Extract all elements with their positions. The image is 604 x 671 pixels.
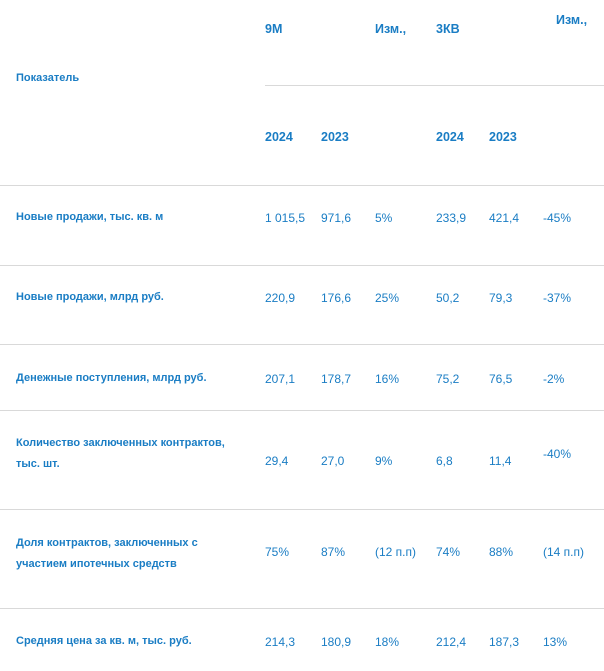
cell-3q-2023: 79,3 (489, 291, 513, 305)
cell-3q-2023: 421,4 (489, 211, 520, 225)
row-label: Денежные поступления, млрд руб. (16, 372, 207, 384)
year-header-3q-2023: 2023 (489, 130, 517, 144)
cell-3q-2024: 74% (436, 545, 461, 559)
cell-3q-2024: 6,8 (436, 454, 453, 468)
row-label: Новые продажи, тыс. кв. м (16, 211, 164, 223)
row-divider (0, 608, 604, 609)
cell-3q-2024: 233,9 (436, 211, 467, 225)
cell-9m-2023: 971,6 (321, 211, 352, 225)
cell-3q-2024: 212,4 (436, 635, 467, 649)
column-header-3q: 3КВ (436, 22, 460, 36)
cell-9m-2024: 207,1 (265, 372, 296, 386)
cell-change-3q: 13% (543, 635, 568, 649)
cell-3q-2023: 88% (489, 545, 514, 559)
cell-3q-2023: 11,4 (489, 454, 512, 468)
cell-3q-2023: 76,5 (489, 372, 513, 386)
cell-change-9m: 9% (375, 454, 393, 468)
year-header-3q-2024: 2024 (436, 130, 464, 144)
row-label: Количество заключенных контрактов, тыс. шт. (16, 437, 225, 470)
cell-change-9m: (12 п.п) (375, 545, 417, 559)
row-label: Новые продажи, млрд руб. (16, 291, 164, 303)
column-header-change-9m: Изм., (375, 22, 407, 36)
cell-change-9m: 5% (375, 211, 393, 225)
cell-3q-2024: 75,2 (436, 372, 460, 386)
row-divider (0, 185, 604, 186)
cell-9m-2024: 220,9 (265, 291, 296, 305)
cell-9m-2023: 87% (321, 545, 346, 559)
cell-9m-2023: 178,7 (321, 372, 352, 386)
header-divider (265, 85, 604, 86)
cell-9m-2023: 180,9 (321, 635, 352, 649)
cell-change-9m: 16% (375, 372, 400, 386)
cell-change-3q: -37% (543, 291, 572, 305)
cell-3q-2023: 187,3 (489, 635, 520, 649)
cell-change-3q: (14 п.п) (543, 545, 585, 559)
cell-9m-2023: 27,0 (321, 454, 345, 468)
cell-9m-2024: 214,3 (265, 635, 296, 649)
cell-change-3q: -45% (543, 211, 572, 225)
row-divider (0, 265, 604, 266)
year-header-9m-2024: 2024 (265, 130, 293, 144)
column-header-indicator: Показатель (16, 72, 80, 84)
column-header-9m: 9M (265, 22, 283, 36)
row-divider (0, 410, 604, 411)
cell-3q-2024: 50,2 (436, 291, 460, 305)
row-divider (0, 344, 604, 345)
row-label: Средняя цена за кв. м, тыс. руб. (16, 635, 192, 647)
cell-9m-2024: 1 015,5 (265, 211, 306, 225)
cell-change-3q: -40% (543, 447, 572, 461)
cell-change-9m: 18% (375, 635, 400, 649)
column-header-change-3q: Изм., (556, 13, 588, 27)
cell-9m-2023: 176,6 (321, 291, 352, 305)
cell-9m-2024: 29,4 (265, 454, 289, 468)
year-header-9m-2023: 2023 (321, 130, 349, 144)
cell-change-9m: 25% (375, 291, 400, 305)
cell-9m-2024: 75% (265, 545, 290, 559)
row-label: Доля контрактов, заключенных с участием ипотечных средств (16, 537, 198, 570)
cell-change-3q: -2% (543, 372, 565, 386)
row-divider (0, 509, 604, 510)
